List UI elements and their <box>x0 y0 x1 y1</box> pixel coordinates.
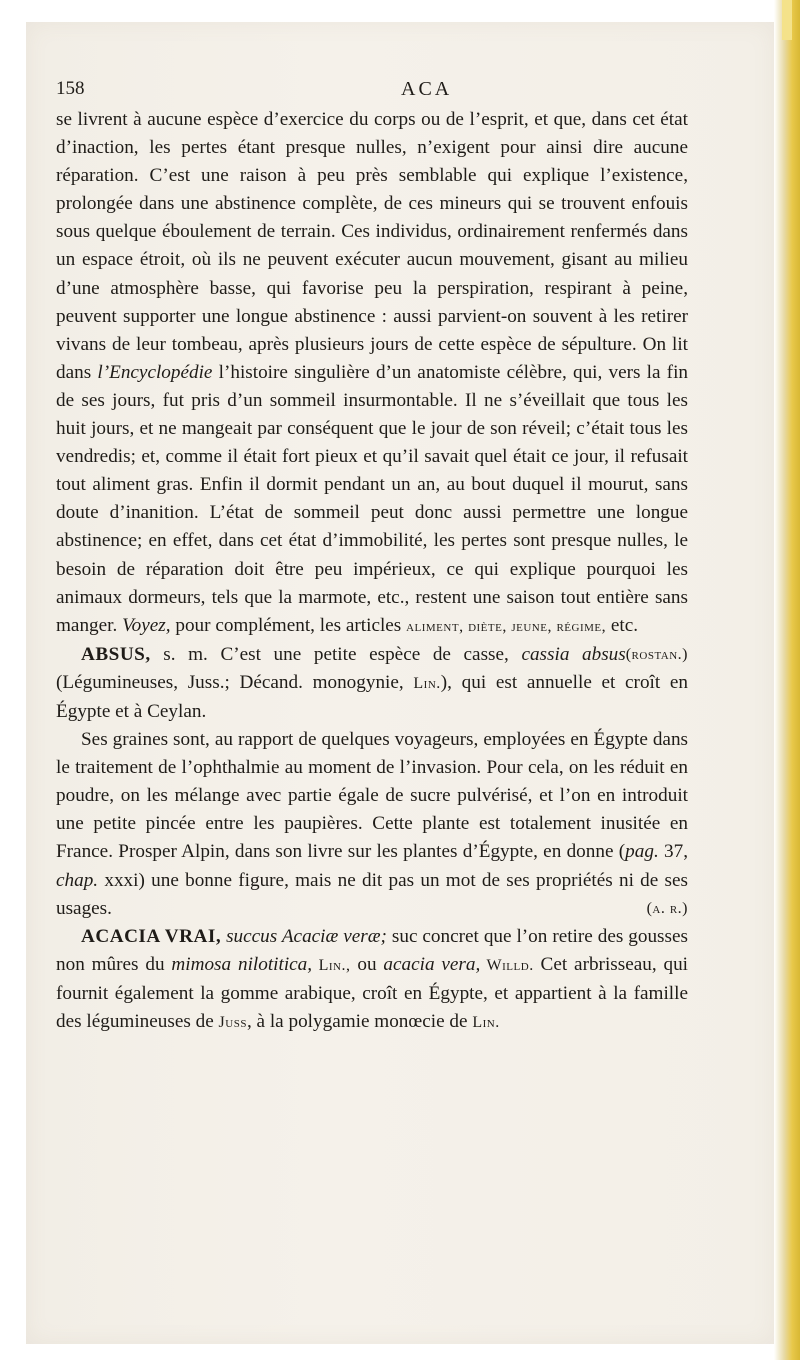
text-run: l’histoire singulière d’un anatomiste célèbre, qui, vers la fin de ses jours, fut pris d’un sommeil insurmontable. Il ne s’éveillait que tous les huit jours, et ne mangeait par conséquent que le jour de son réveil; c’était tous les vendredis; et, comme il était fort pieux et qu’il savait quel était ce jour, il refusait tout aliment gras. Enfin il dormit pendant un an, au bout duquel il mourut, sans doute d’inanition. L’état de sommeil peut donc aussi permettre une longue abstinence; en effet, dans cet état d’immobilité, les pertes sont presque nulles, le besoin de réparation doit être peu impérieux, ce qui explique pourquoi les animaux dormeurs, tels que la marmote, etc., restent une saison tout entière sans manger. <box>56 361 689 636</box>
italic-run: acacia vera, <box>383 953 481 975</box>
text-run: etc. <box>606 614 639 636</box>
running-head: ACA <box>401 78 453 100</box>
entry-absus <box>56 641 688 726</box>
italic-run: mimosa nilotitica, <box>171 953 313 975</box>
italic-run: cassia absus <box>521 643 626 665</box>
text-run: pour complément, les articles <box>170 614 407 636</box>
italic-run: pag. <box>625 841 659 863</box>
italic-run: l’Encyclopédie <box>97 361 213 383</box>
paragraph-absus-uses <box>56 726 688 923</box>
text-run: Ses graines sont, au rapport de quelques voyageurs, employées en Égypte dans le traitement de l’ophthalmie au moment de l’invasion. Pour cela, on les réduit en poudre, on les mélange avec partie égale de sucre pulvérisé, et l’on en introduit une petite pincée entre les paupières. Cette plante est totalement inusitée en France. Prosper Alpin, dans son livre sur les plantes d’Égypte, en donne ( <box>56 729 688 863</box>
page-edge-highlight <box>782 0 792 40</box>
italic-run: succus Acaciæ veræ; <box>221 925 387 947</box>
abbrev: Lin. <box>472 1014 500 1031</box>
abbrev: Lin., <box>312 956 351 974</box>
cross-references: aliment, diète, jeune, régime, <box>406 617 607 635</box>
text-run: Cet arbrisseau, qui fournit également la gomme arabique, croît en Égypte, et appartient à la famille des légumineuses de <box>56 953 688 1032</box>
text-run: se livrent à aucune espèce d’exercice du corps ou de l’esprit, et que, dans cet état d’inaction, les pertes étant presque nulles, n’exigent pour ainsi dire aucune réparation. C’est une raison à peu près semblable qui explique l’existence, prolongée dans une abstinence complète, de ces mineurs qui se trouvent enfouis sous quelque éboulement de terrain. Ces individus, ordinairement renfermés dans un espace étroit, où ils ne peuvent exécuter aucun mouvement, gisant au milieu d’une atmosphère basse, qui favorise peu la perspiration, respirant à peine, peuvent supporter une longue abstinence : aussi parvient-on souvent à les retirer vivans de leur tombeau, après plusieurs jours de cette espèce de sépulture. On lit dans <box>56 109 688 383</box>
abbrev: Willd. <box>480 956 534 974</box>
text-run: xxxi) une bonne figure, mais ne dit pas un mot de ses propriétés ni de ses usages. <box>56 869 688 919</box>
page-header <box>56 78 676 104</box>
entry-heading: ABSUS, <box>81 643 151 665</box>
italic-run: chap. <box>56 869 99 891</box>
text-run: ou <box>350 953 384 975</box>
entry-acacia <box>56 923 688 1037</box>
text-run: , à la polygamie monœcie de <box>246 1011 473 1032</box>
page-number: 158 <box>56 78 85 99</box>
italic-run: Voyez, <box>122 614 171 636</box>
abbrev: Lin. <box>413 674 441 692</box>
text-run: 37, <box>658 841 689 863</box>
body-text <box>56 106 688 1037</box>
text-run: suc concret que l’on retire des gousses non mûres du <box>56 925 688 975</box>
page-edge-strip <box>774 0 800 1360</box>
text-run: ), qui est annuelle et croît en Égypte et à Ceylan. <box>56 671 688 722</box>
entry-heading: ACACIA VRAI, <box>81 925 222 947</box>
author-signature: (a. r.) <box>646 899 688 917</box>
text-run: s. m. C’est une petite espèce de casse, <box>150 643 522 665</box>
author-signature: (rostan.) <box>625 645 688 663</box>
abbrev: Juss <box>218 1014 247 1031</box>
text-run: (Légumineuses, Juss.; Décand. monogynie, <box>56 671 414 693</box>
